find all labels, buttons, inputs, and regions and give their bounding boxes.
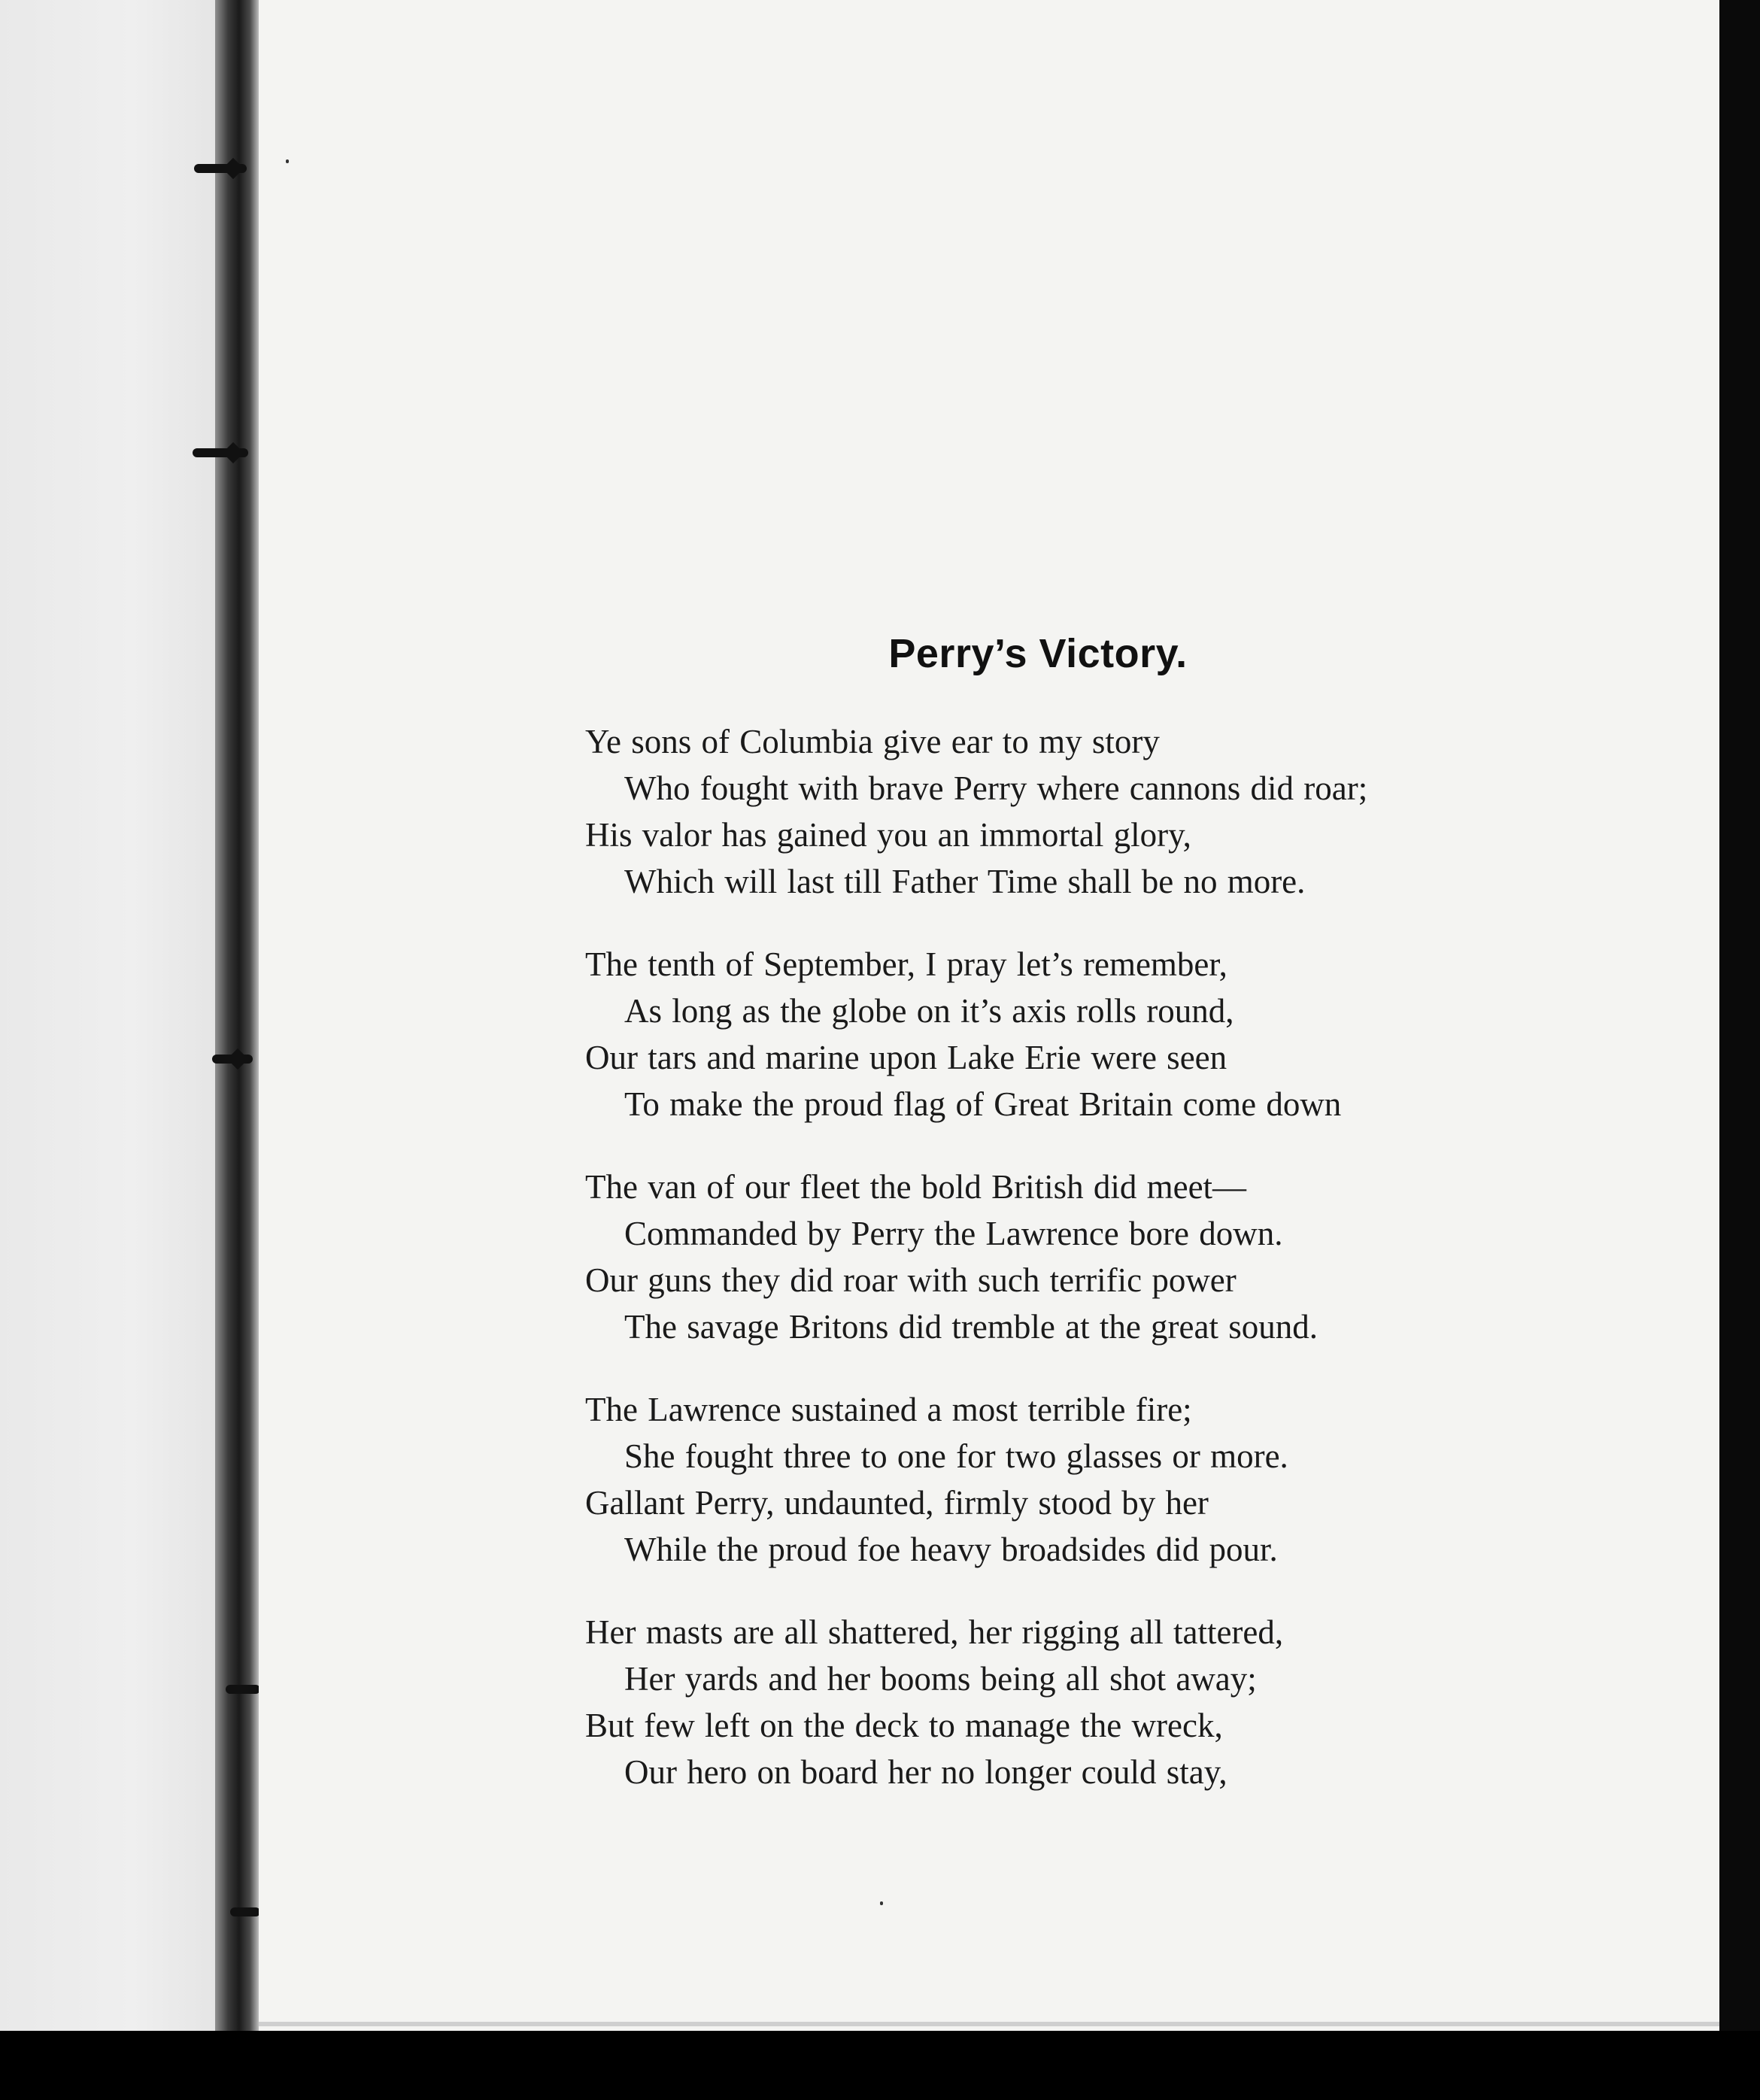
paper-speck: [880, 1901, 883, 1905]
poem-line: Commanded by Perry the Lawrence bore down.: [624, 1215, 1283, 1252]
poem-body: [585, 718, 1563, 1831]
poem-line: Our guns they did roar with such terrific power: [585, 1261, 1237, 1299]
left-page-margin: [0, 0, 223, 2031]
poem-line: Our tars and marine upon Lake Erie were seen: [585, 1039, 1227, 1076]
page-bottom-edge: [259, 2022, 1719, 2026]
poem-line: Her yards and her booms being all shot away;: [624, 1660, 1257, 1698]
poem-line: Who fought with brave Perry where cannons did roar;: [624, 769, 1368, 807]
binding-stitch: [226, 1685, 260, 1694]
stanza: [585, 1609, 1563, 1795]
poem-line: Her masts are all shattered, her rigging all tattered,: [585, 1613, 1284, 1651]
book-spine: [215, 0, 259, 2031]
poem-title: Perry’s Victory.: [888, 631, 1188, 676]
poem-line: But few left on the deck to manage the wreck,: [585, 1707, 1223, 1744]
stanza: [585, 1386, 1563, 1573]
poem-line: The tenth of September, I pray let’s remember,: [585, 945, 1227, 983]
poem-line: While the proud foe heavy broadsides did pour.: [624, 1531, 1278, 1568]
poem-line: To make the proud flag of Great Britain come down: [624, 1085, 1342, 1123]
poem-line: She fought three to one for two glasses or more.: [624, 1437, 1288, 1475]
poem-line: The savage Britons did tremble at the great sound.: [624, 1308, 1318, 1346]
binding-stitch: [230, 1907, 260, 1916]
poem-line: The van of our fleet the bold British did meet—: [585, 1168, 1247, 1206]
stanza: [585, 941, 1563, 1127]
poem-line: Our hero on board her no longer could stay,: [624, 1753, 1227, 1791]
poem-line: Which will last till Father Time shall be no more.: [624, 863, 1306, 900]
paper-speck: [286, 159, 289, 163]
poem-line: Ye sons of Columbia give ear to my story: [585, 723, 1160, 760]
poem-line: His valor has gained you an immortal glory,: [585, 816, 1191, 854]
poem-line: The Lawrence sustained a most terrible fire;: [585, 1391, 1192, 1428]
page-right-edge: [1719, 0, 1760, 2031]
stanza: [585, 1164, 1563, 1350]
poem-line: As long as the globe on it’s axis rolls round,: [624, 992, 1234, 1030]
poem-line: Gallant Perry, undaunted, firmly stood by her: [585, 1484, 1209, 1522]
stanza: [585, 718, 1563, 905]
